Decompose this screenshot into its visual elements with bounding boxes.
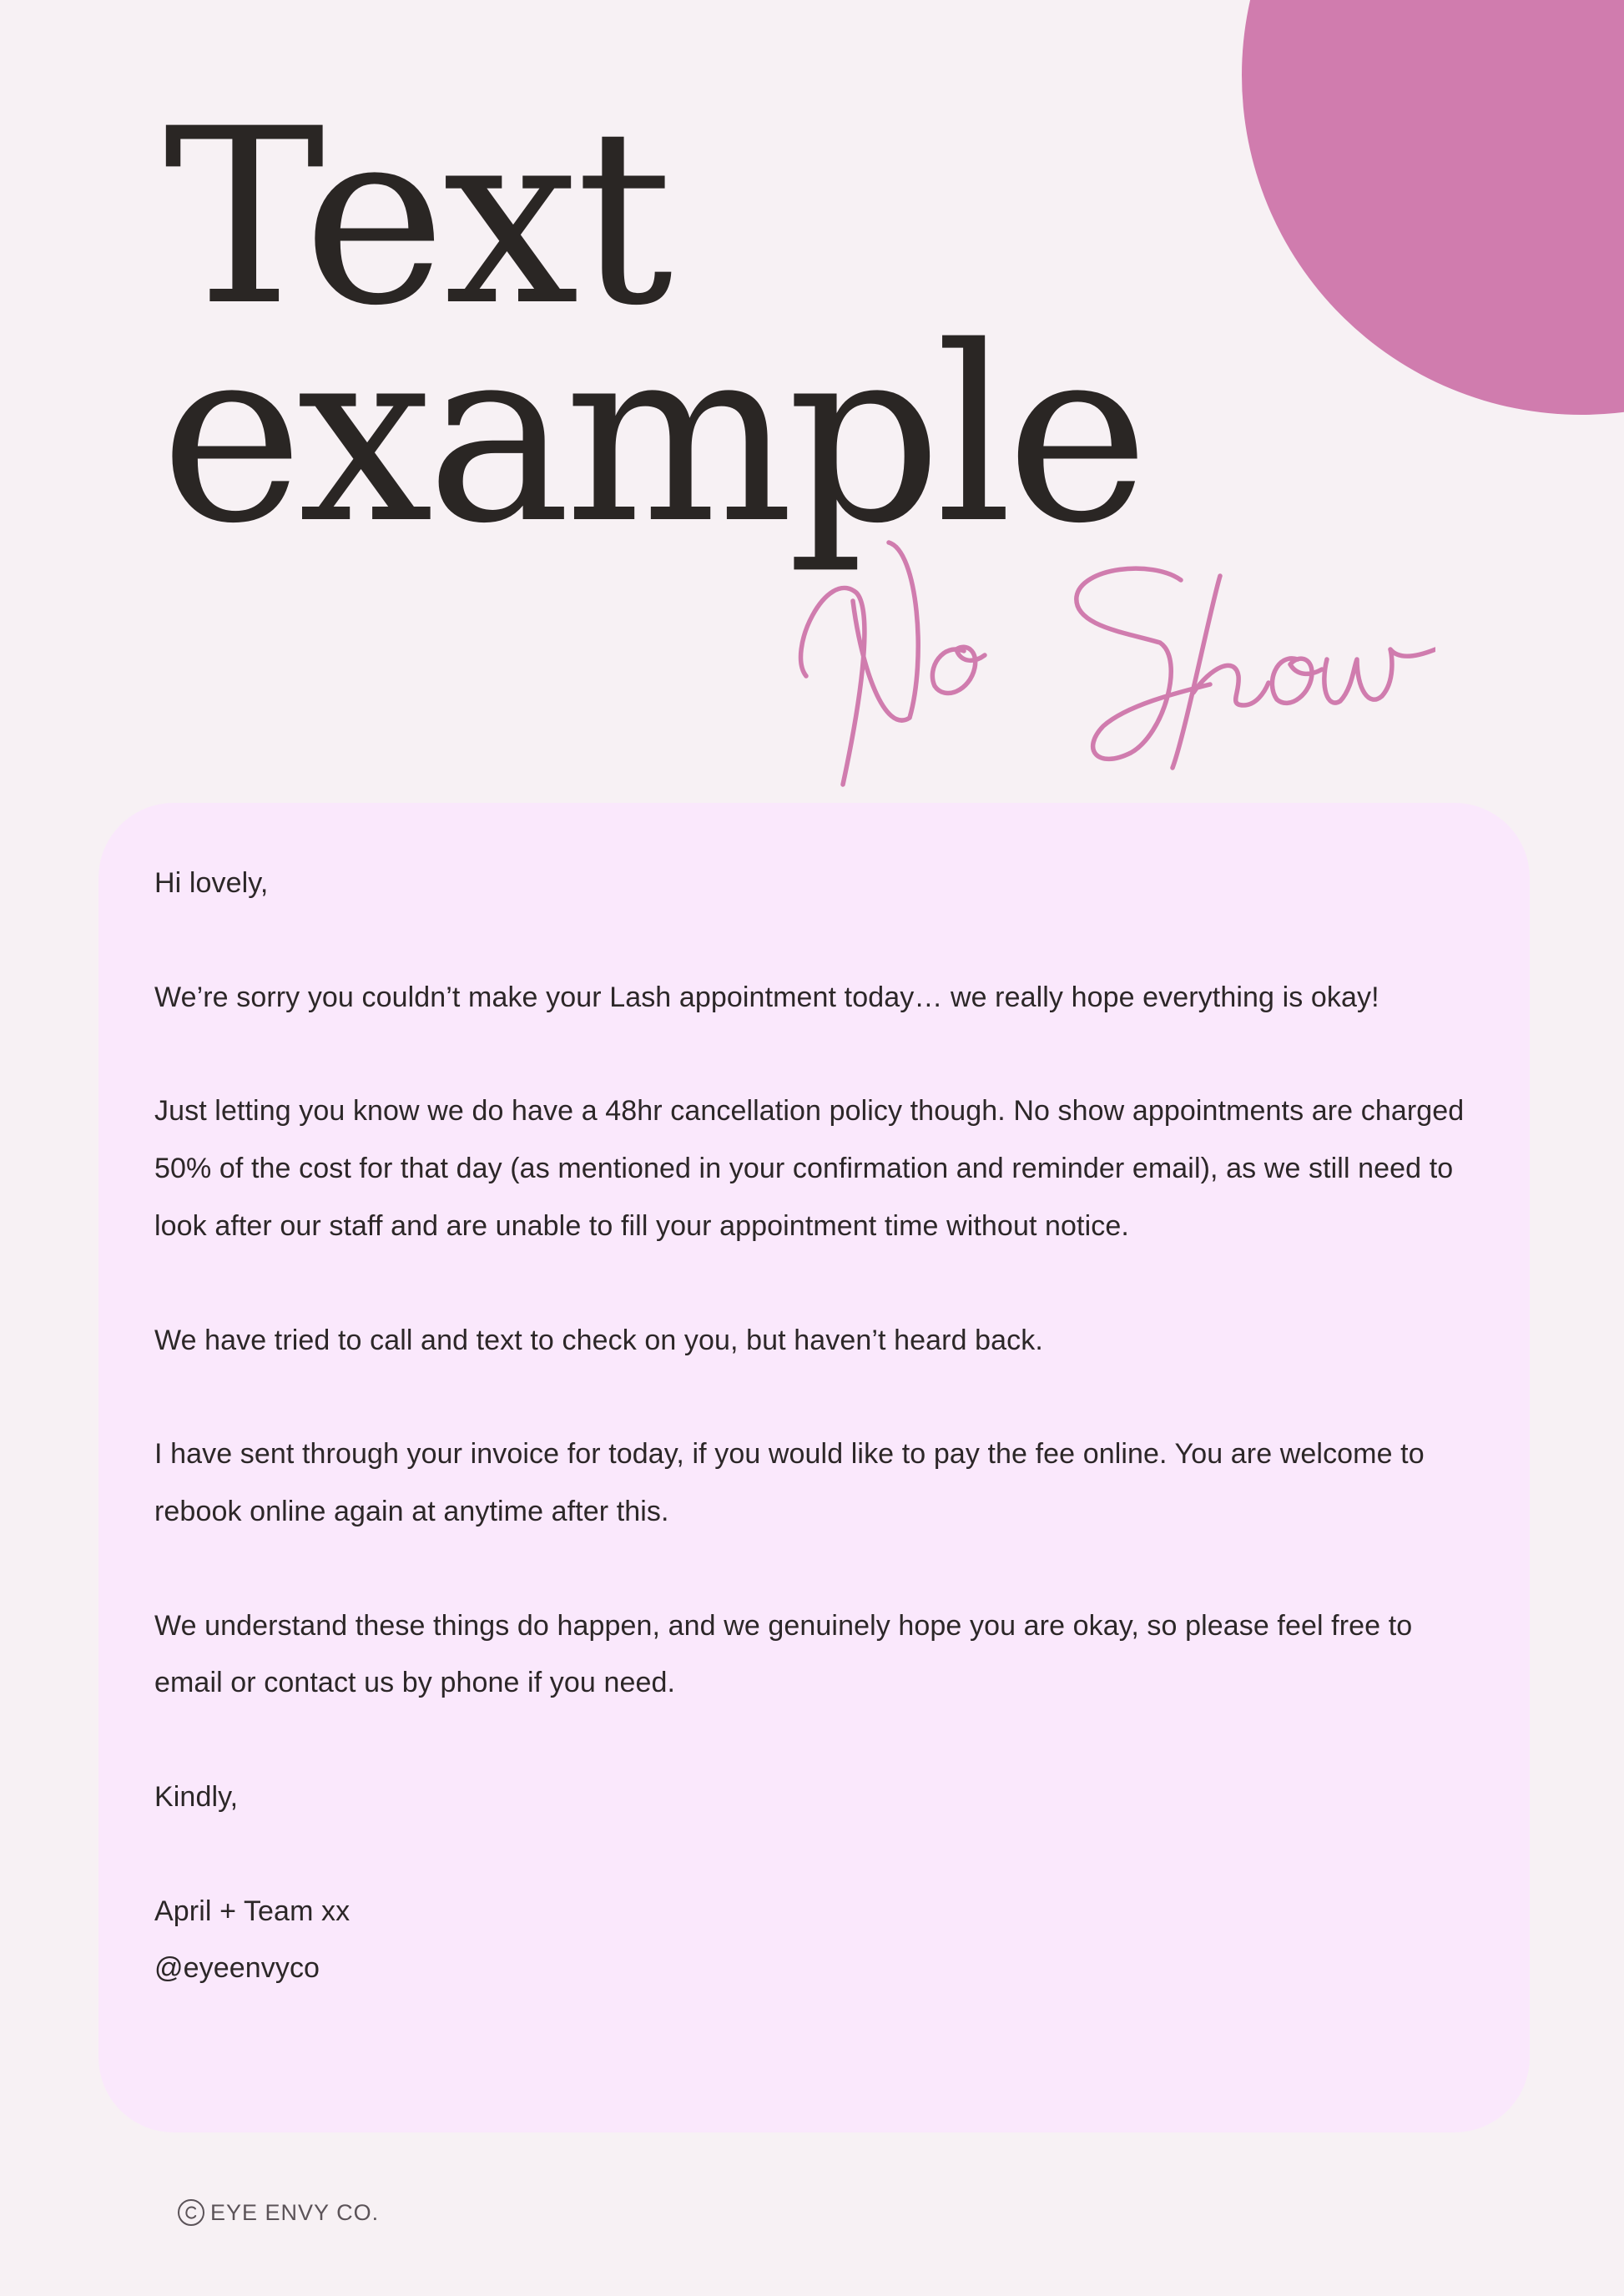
footer: [177, 2198, 379, 2228]
title-line-1: Text: [164, 78, 670, 359]
letter-paragraph: We’re sorry you couldn’t make your Lash appointment today… we really hope everything is okay!: [154, 981, 1379, 1013]
footer-brand: EYE ENVY CO.: [210, 2199, 380, 2225]
letter-closing: Kindly,: [154, 1781, 239, 1814]
script-subtitle: [793, 534, 1435, 801]
signature-name: April + Team xx: [154, 1895, 351, 1927]
letter-greeting: Hi lovely,: [154, 867, 269, 899]
signature-handle: @eyeenvyco: [154, 1952, 320, 1985]
letter-paragraph: Just letting you know we do have a 48hr cancellation policy though. No show appointments are charged 50% of the cost for that day (as mentioned in your confirmation and reminder email), as we still need to look after our staff and are unable to fill your appointment time without notice.: [154, 1095, 1465, 1242]
letter-paragraph: We understand these things do happen, and we genuinely hope you are okay, so please feel free to email or contact us by phone if you need.: [154, 1609, 1413, 1699]
decorative-circle: [1242, 0, 1624, 415]
letter-card: [98, 803, 1530, 2132]
copyright-icon: [177, 2198, 205, 2227]
title-line-2: example: [160, 295, 1143, 577]
letter-paragraph: We have tried to call and text to check on you, but haven’t heard back.: [154, 1324, 1043, 1356]
letter-paragraph: I have sent through your invoice for today, if you would like to pay the fee online. You are welcome to rebook online again at anytime after this.: [154, 1438, 1425, 1527]
